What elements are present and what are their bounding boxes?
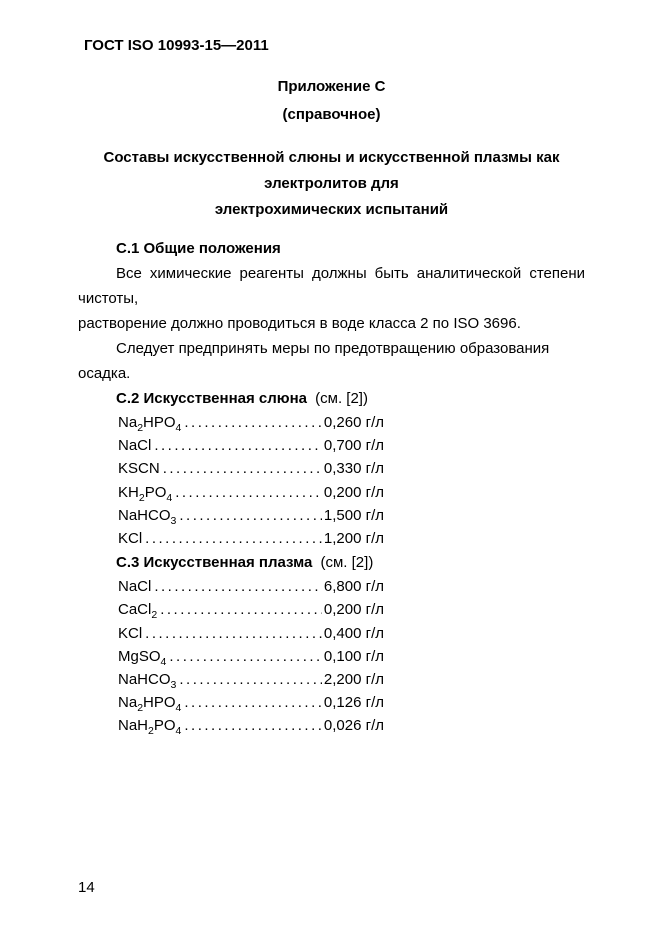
section-c2-heading-text: С.2 Искусственная слюна — [116, 390, 307, 407]
leader-dots — [169, 645, 322, 668]
leader-dots — [184, 714, 322, 737]
leader-dots — [163, 457, 322, 480]
chem-value: 0,260 г/л — [323, 414, 384, 431]
running-header: ГОСТ ISO 10993-15—2011 — [84, 37, 269, 54]
chem-value: 0,330 г/л — [323, 460, 384, 478]
page-number: 14 — [78, 879, 95, 896]
section-c3-heading-text: С.3 Искусственная плазма — [116, 554, 313, 572]
chem-formula: KSCN — [118, 460, 160, 478]
chem-value: 0,126 г/л — [323, 694, 384, 712]
chem-row — [118, 457, 384, 480]
chem-formula: $KH_2PO_4$ — [118, 483, 173, 504]
chem-row — [118, 668, 384, 691]
leader-dots — [184, 411, 322, 434]
chem-formula: $NaH_2PO_4$ — [118, 717, 182, 738]
chem-row — [118, 504, 384, 527]
chem-row — [118, 645, 384, 668]
annex-kind: (справочное) — [282, 106, 381, 123]
chem-value: 1,500 г/л — [323, 506, 384, 524]
chem-formula: NaCl — [118, 578, 152, 596]
chem-row — [118, 411, 384, 434]
chem-row — [118, 691, 384, 714]
chem-formula: CaCl$_2$ — [118, 601, 158, 622]
chem-row — [118, 575, 384, 598]
chem-formula: NaHCO$_3$ — [118, 671, 177, 692]
chem-formula: KCl — [118, 624, 143, 642]
paragraph-1-line-1: Все химические реагенты должны быть аналитической степени чистоты, — [78, 265, 585, 307]
document-title-line2: электрохимических испытаний — [214, 201, 449, 218]
chem-row — [118, 481, 384, 504]
section-c2-heading-note: (см. [2]) — [315, 390, 368, 407]
document-title-line1: Составы искусственной слюны и искусственной плазмы как электролитов для — [103, 149, 560, 192]
paragraph-1-line-2: растворение должно проводиться в воде класса 2 по ISO 3696. — [78, 315, 521, 332]
chem-value: 1,200 г/л — [323, 530, 384, 548]
leader-dots — [154, 575, 322, 598]
leader-dots — [154, 434, 322, 457]
chem-row — [118, 527, 384, 550]
chem-formula: NaHCO$_3$ — [118, 506, 177, 527]
chem-formula: KCl — [118, 530, 143, 548]
plasma-composition-list — [118, 575, 384, 737]
section-c3-heading — [78, 550, 585, 575]
chem-value: 0,026 г/л — [323, 717, 384, 735]
chem-row — [118, 598, 384, 621]
saliva-composition-list — [118, 411, 384, 550]
chem-row — [118, 434, 384, 457]
chem-value: 0,100 г/л — [323, 647, 384, 665]
chem-row — [118, 622, 384, 645]
paragraph-2: Следует предпринять меры по предотвращению образования осадка. — [78, 340, 550, 382]
document-title — [78, 145, 585, 223]
chem-value: 0,200 г/л — [323, 601, 384, 619]
section-c1-heading: С.1 Общие положения — [116, 240, 281, 257]
chem-value: 0,400 г/л — [323, 624, 384, 642]
chem-value: 6,800 г/л — [323, 578, 384, 596]
section-c3-heading-note: (см. [2]) — [320, 554, 374, 572]
chem-formula: NaCl — [118, 437, 152, 455]
leader-dots — [145, 527, 322, 550]
leader-dots — [160, 598, 322, 621]
chem-value: 0,700 г/л — [323, 437, 384, 455]
chem-value: 2,200 г/л — [323, 671, 384, 689]
chem-row — [118, 714, 384, 737]
chem-formula: $Na_2HPO_4$ — [118, 694, 182, 715]
leader-dots — [145, 622, 322, 645]
leader-dots — [179, 668, 322, 691]
chem-formula: $Na_2HPO_4$ — [118, 414, 182, 434]
chem-value: 0,200 г/л — [323, 483, 384, 501]
leader-dots — [184, 691, 322, 714]
annex-label: Приложение С — [277, 78, 386, 95]
section-c2-heading — [78, 386, 585, 411]
leader-dots — [175, 481, 322, 504]
leader-dots — [179, 504, 322, 527]
chem-formula: MgSO$_4$ — [118, 647, 167, 668]
body-text — [78, 236, 585, 738]
